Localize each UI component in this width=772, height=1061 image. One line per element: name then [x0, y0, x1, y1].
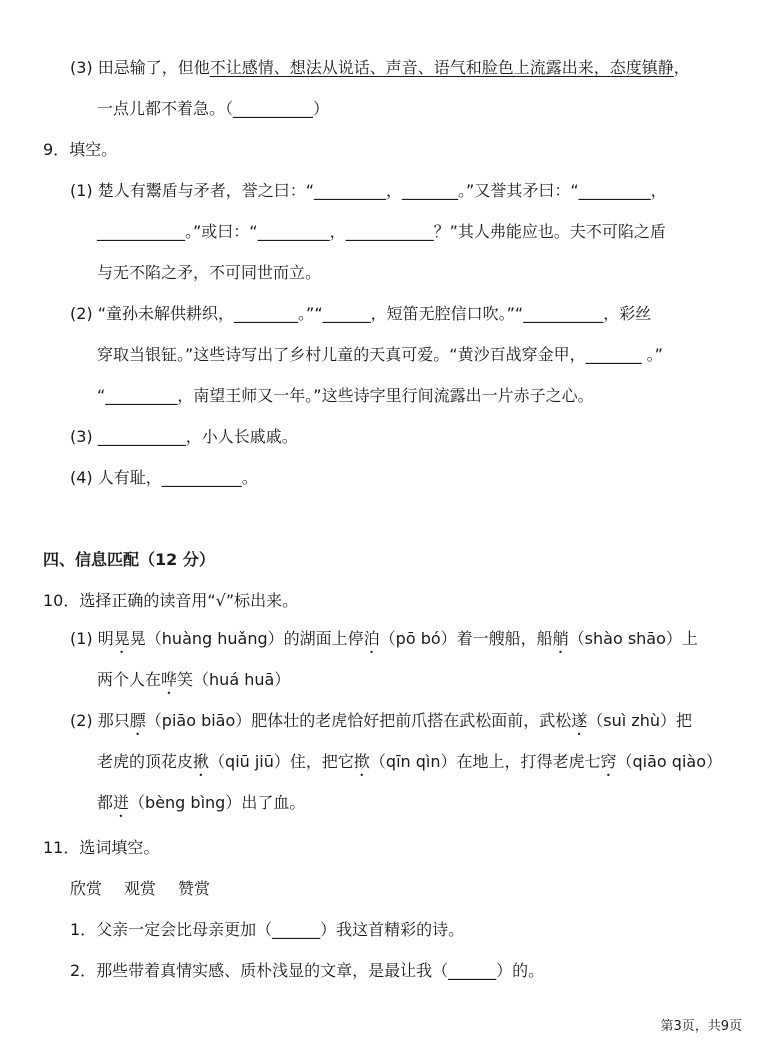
q8-item3-line1: [70, 57, 690, 79]
q8-item3-comma: ，: [673, 58, 690, 77]
q10-item2-line2-c: （qīn qìn）在地上，打得老虎七: [369, 752, 601, 771]
q10-item1-line2: [97, 669, 290, 698]
q9-item2-line3: “_________，南望王师又一年。”这些诗字里行间流露出一片赤子之心。: [97, 386, 594, 405]
q10-item2-target-word: 窍: [600, 752, 617, 771]
q10-item2-line2: [97, 751, 722, 780]
q10-item1-prefix: (1) 明: [70, 629, 114, 648]
q9-item2-line1: (2) “童孙未解供耕织，________。”“______，短笛无腔信口吹。”“__________，彩丝: [70, 304, 652, 323]
q10-item1-target-word: 晃: [113, 629, 130, 648]
q10-item2-line2-a: 老虎的顶花皮: [97, 752, 194, 771]
q10-item2-line2-b: （qiū jiū）住，把它: [209, 752, 354, 771]
q10-item1-line1: [70, 628, 698, 657]
q10-item1-seg1: 晃（huàng huǎng）的湖面上停: [129, 629, 364, 648]
q9-item1-line2: ___________。”或曰：“_________，___________？”其人弗能应也。夫不可陷之盾: [97, 222, 666, 241]
q11-word-options: [70, 878, 232, 900]
q11-title: 11．选词填空。: [43, 838, 160, 857]
q9-item2-line2: 穿取当银钲。”这些诗写出了乡村儿童的天真可爱。“黄沙百战穿金甲，_______ 。”: [97, 345, 663, 364]
q9-item3: (3) ___________，小人长戚戚。: [70, 427, 298, 446]
q10-item2-target-word: 揿: [353, 752, 370, 771]
q11-item1: 1．父亲一定会比母亲更加（______）我这首精彩的诗。: [70, 920, 465, 939]
q10-item2-target-word: 迸: [113, 793, 130, 812]
q8-item3-underlined-phrase: 不让感情、想法从说话、声音、语气和脸色上流露出来，态度镇静: [209, 58, 674, 77]
q10-title: 10．选择正确的读音用“√”标出来。: [43, 591, 299, 610]
q10-item2-seg1: （piāo biāo）肥体壮的老虎恰好把前爪搭在武松面前，武松: [145, 711, 572, 730]
page-number: 第3页，共9页: [660, 1019, 742, 1034]
q9-title: 9．填空。: [43, 140, 118, 159]
q10-item2-line3: [97, 792, 305, 821]
section4-title: 四、信息匹配（12 分）: [43, 550, 215, 569]
q11-option-word: 赞赏: [178, 879, 211, 898]
q10-item1-target-word: 哗: [161, 670, 178, 689]
q10-item2-seg2: （suì zhù）把: [587, 711, 692, 730]
q8-item3-line2: 一点儿都不着急。（__________）: [97, 99, 330, 118]
q10-item1-target-word: 泊: [363, 629, 380, 648]
q10-item1-seg3: （shào shāo）上: [568, 629, 698, 648]
q10-item1-line2-b: 笑（huá huā）: [177, 670, 291, 689]
q10-item2-target-word: 遂: [571, 711, 588, 730]
q11-item2: 2．那些带着真情实感、质朴浅显的文章，是最让我（______）的。: [70, 961, 545, 980]
q10-item1-line2-a: 两个人在: [97, 670, 162, 689]
q10-item2-line3-a: 都: [97, 793, 114, 812]
q10-item2-line2-d: （qiāo qiào）: [616, 752, 722, 771]
q10-item1-seg2: （pō bó）着一艘船，船: [379, 629, 553, 648]
q10-item2-target-word: 膘: [129, 711, 146, 730]
q10-item2-line3-b: （bèng bìng）出了血。: [129, 793, 306, 812]
q10-item1-target-word: 艄: [552, 629, 569, 648]
q9-item4: (4) 人有耻，__________。: [70, 468, 258, 487]
q10-item2-target-word: 揪: [193, 752, 210, 771]
q9-item1-line3: 与无不陷之矛，不可同世而立。: [97, 263, 322, 282]
q10-item2-prefix: (2) 那只: [70, 711, 130, 730]
q11-option-word: 欣赏: [70, 879, 103, 898]
q8-item3-text-a: (3) 田忌输了，但他: [70, 58, 210, 77]
q9-item1-line1: (1) 楚人有鬻盾与矛者，誉之曰：“_________，_______。”又誉其矛曰：“_________，: [70, 181, 667, 200]
q11-option-word: 观赏: [124, 879, 157, 898]
q10-item2-line1: [70, 710, 692, 739]
